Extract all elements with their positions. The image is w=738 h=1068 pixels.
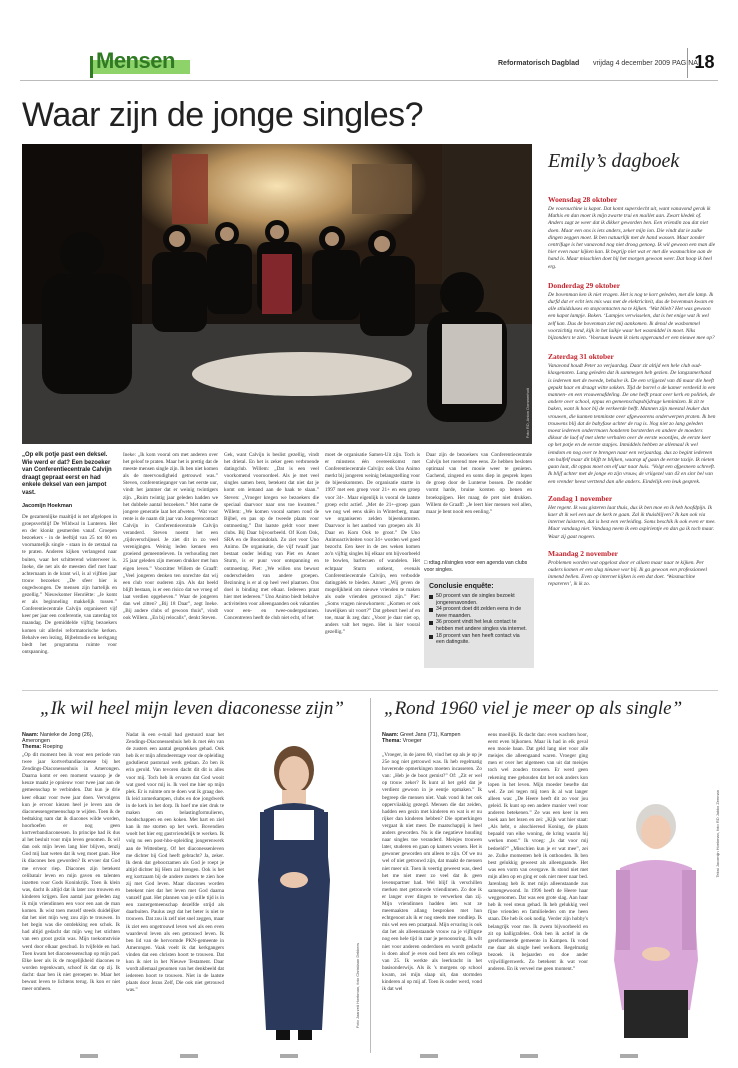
profile-name: Nanieke de Jong (26), Amerongen [22, 732, 94, 744]
profile-quote-right: „Rond 1960 viel je meer op als single” [384, 698, 683, 719]
diary-title: Emily’s dagboek [548, 150, 680, 172]
diary-entry [548, 195, 716, 271]
article-byline: Jacomijn Hoekman [22, 503, 73, 509]
profile-name-line [22, 732, 122, 744]
survey-title: Conclusie enquête: [429, 583, 494, 590]
profile-name-label: Naam: [382, 732, 399, 738]
diary-entry-date: Zondag 1 november [548, 493, 613, 503]
group-photo-illustration [22, 144, 532, 444]
register-mark [280, 1054, 298, 1058]
profile-photo-credit: Tekst Jacomijn Hoekman, foto RD Jakko Zeeman [715, 790, 720, 878]
profile-theme-line [382, 738, 482, 744]
profile-photo-left [230, 730, 358, 1048]
profile-column: „Vroeger, in de jaren 60, vind het op als je op je 25e nog niet getrouwd was. Ik heb regelmatig hoverende opmerkingen moeten incasseren. Zo van: „Heb je de boot gemist?” Of: „Zit er wel op trouw zeker? Ik kunt al het geld dat je verdient gewoon in je eentje opmaken.” Ik begreep die mensen niet. Vaak vond ik het ook opperviiakkig gezegd. Mensen die dat zeiden, hadden een gezin met kinderen en wat is er nu rijker dan kinderen hebben? Die opmerkingen vergaat ik niet meer. De maatschappij is heel anders geworden. Nu is die negatieve houding naar singles toe veranderd. Meisjes trouwen later, studeren en gaan op kamers wonen. Het is gewoner geworden om alleen te zijn. Of we nu wel of niet getrouwd zijn, dat maakt de mensen niet meer uit. Toen ik veertig geweest was, deed het me niet meer zo veel dat ik geen levenspartner had. Wel blijf ik verschillen merken met getrouwde vriendinnen. Zo doe ik er langer over dingen te verwerken dan zij. Mijn vriendinnen hadden iets wat ze meemaakten allang besproken met hun echtgenoot als ik er nog steeds mee rondliep. Ik mis wel een een praatpaal. Mijn ervaring is ook dat het als alleenstaande vrouw na je vijftigste nog een hele tijd in raar je persoonsring. Ik wilt niet voor anderen onderdoen en wordt gedacht is doen alsof je even oud bent als een collega van 25. Ik werkte als leerkracht in het basisonderwijs. Als ik 's morgens op school kwam, zei mijn slaap uit, dan stormden kinderen al op mij af. Toen ik ouder werd, vond ik dat wel [382, 752, 482, 993]
survey-item: 36 procent vindt het leuk contact te hebben met andere singles via internet. [429, 619, 529, 632]
group-photo [22, 144, 532, 444]
link-icon: □ [424, 560, 429, 566]
survey-item: 50 procent van de singles bezoekt jongerenavonden. [429, 593, 529, 606]
profile-photo-credit: Foto Jaarzeit Hoekman, foto Christiaan Dekkers [355, 942, 360, 1028]
survey-item: 34 procent doet dit zelden eens in de twee maanden. [429, 606, 529, 619]
article-column: Gek, want Calvijn is beslist gezellig, vindt het drietal. En het is zeker geen verbroende datingclub. Willem: „Dat is een veel voorkomend vooroordeel. Als je met veel singles samen bent, betekent dat niet dat je komt om iemand aan de haak te slaan.” Steven: „Vroeger kregen we bezoekers die speciaal daarvoor naar ons toe kwamen.” Willem: „We komen vooral samen rond de Bijbel, en pas op de tweede plaats voor ontmoeting.” Dat laatste geldt voor meer clubs. Bij Daar bijvoorbeeld. Of Kom Ook, SRA en de Boorandolah. Zo ziet voor Uno Animo. De organisatie, die vijf twaalf jaar bestaat onder leiding van Piet en Annet Sturm, is er puur voor ontspanning en ontmoeting. Piet: „We willen ons bewust onderscheiden van andere groepen. Bezinning is er al op heel veel plaatsen. Ons doel is binding met elkaar. Iedereen praat hier met iedereen.” Uno Animo biedt behalve activiteiten voor alleengaanden ook vakanties voor een- en twee-oudergezinnen. Concentreren heeft de club niet echt, of het [224, 452, 319, 622]
diary-entry-date: Maandag 2 november [548, 548, 618, 558]
header-rule [20, 80, 718, 81]
publication-name: Reformatorisch Dagblad [498, 60, 580, 67]
diary-entry-date: Donderdag 29 oktober [548, 280, 621, 290]
diary-entry-text: Problemen worden wat opgelost door er allaen maar naar te kijken. Per ouders komen er een slag nieuwe wor bij. Ik ga gewoon een professioneel inmend bellen. Even op internet kijken is een dat doet. ‘Wasmachine repareren’, ik ik zo. [548, 559, 707, 588]
diary-entry-date: Woensdag 28 oktober [548, 195, 618, 204]
register-mark [520, 1054, 538, 1058]
profile-theme-label: Thema: [22, 744, 42, 750]
register-mark [80, 1054, 98, 1058]
section-brand-hook [90, 56, 93, 78]
photo-credit: Foto RD, Anton Dommerholt [525, 387, 530, 438]
profile-column: eens moeilijk. Ik dacht dan: even wachten hoor, eerst even bijkomen. Maar ik had in elk geval een mooie baan. Dat geld lang niet voor alle meisjes die alleengaand waren. Vroeger ging men er over het algemeen van uit dat meisjes toch wel zouden trouwen. Er werd geen rekening mee gehouden dat het ook anders kon lopen in het leven. Mijn moeder besefte dat wel. Ze zei tegen mij toen ik al wat langer alleen was: „De Heere heeft dit zo voor jou geleid. Ik kunt op een andere manier veel voor anderen betekenen.” Ze was een keer in een boek aan het lezen en zei: „Kijk wat hier staat: „Als hebt, o alsschiereud Koning, de plaats bepaald van elke woning, de kring waarin hij werken most.” Ik vroeg: „Is dat voor mij bedoeld?” „Misschien kun je er wat mee”, zei ze. Zulke momenten heb ik onthouden. Ik ben best gelukkig geweest als alleengaande. Het was een vorm van overgave. Ik stond niet met mijn allen op en ging er ook niet meer naar bed. Jarenlang heb ik met mijn alleenstaande zus samengewoond. In 1996 heeft de Heere haar weggenomen. Dat was een grote slag. Aan haar heb ik veel steun gehad. Ik heb gelukkig veel fijne vrienden en familieleden om me heen staan. Die heb ik ook nodig. Verder zijn hobby's belangrijk voor me. Ik zwem bijvoorbeeld en zit op kalligrafeles. Ook ben ik actief in de gereformeerde gemeente in Kampen. Ik vond me daar als single heel welkom. Regelmatig bezoek ik bejaarden en doe ander vrijwilligerswerk. Zo betekent ik wat voor anderen. En ik verveel me geen moment.” [488, 732, 588, 973]
article-column: Ineke: „Ik kom vooral om met anderen over het geloof te praten. Maar het is prettig dat de meeste mensen single zijn. Ik ben niet komen als de meervoudigheid getrouwd was.” Steven, conferentieganger van het eerste uur, vindt het jammer dat er weinig twintigers zijn. „Ruim twintig jaar geleden hadden we het dubbele aantal bezoekers.” Met name de jongere generatie laat het afweten. ‘Wat voor rente is de naam dit jaar van Jongerencontact Calvijn in Conferentiecentrale Calvijn veranderd. Steven noemt het een „tijdsverschijnsel. Je ziet dit in zo veel verenigingen. Weinig leden kennen een groeiend gemeenteleven. In verhouding met 25 jaar geleden zijn mensen drukker met hun eigen leven.” Voorzitter Willem de Graaff: „Veel jongeren denken ten onrechte dat wij een club voor ouderen zijn. Als dat beeld blijft bestaan, is er een risico dat we vroeg of laat verdien opgeheven.” Waar de jongeren dan wel zitten? „Bij 18 Daar”, zegt Ineke. „Bij andere clubs of gewoon thuis”, vindt ook Willem. „En bij relocalls”, denkt Steven. [123, 452, 218, 622]
article-column: Daar zijn de bezoekers van Conferentiecentrale Calvijn het roerend mee eens. Ze hebben besloten optimaal van het mooie weer te genieten. Gachend, zingend en soms diep in gesprek lopen de groep door de Lunterse bossen. De modder vormt harde, bruine korsten op benen en broekspijpen. Het maag de pret niet drukken. Willem de Graaff: „Je leert hier mensen wel allen, maar je bent nooit een eenling.” [426, 452, 532, 515]
profile-theme-label: Thema: [382, 738, 402, 744]
register-mark [420, 1054, 438, 1058]
diary-entry [548, 494, 716, 541]
diary-entry [548, 281, 716, 342]
profile-theme: Roeping [42, 744, 63, 750]
diary-entry [548, 352, 716, 485]
web-link-note[interactable] [424, 560, 534, 573]
section-title: Mensen [96, 48, 175, 73]
profile-photo-right [594, 790, 718, 1048]
profile-quote-left: „Ik wil heel mijn leven diaconesse zijn” [40, 698, 344, 719]
diary-entry-date: Zaterdag 31 oktober [548, 352, 614, 362]
survey-box [424, 578, 534, 668]
register-mark [620, 1054, 638, 1058]
page-number: 18 [687, 48, 721, 78]
profile-name-block [382, 732, 482, 744]
portrait-young-woman [230, 730, 358, 1048]
profile-name: Greet Jans (71), Kampen [399, 732, 461, 738]
page-header [20, 42, 720, 78]
article-column: moet de organisatie Samen-Uit zijn. Toch is er minstens één overeenkomst met Conferentiecentrale Calvijn: ook Uno Animo merkt bij jongeren weinig belangstelling voor de bijeenkomsten. De organisatie startte in 1997 met een groep voor 21+ en een groep voor 34+. Maar eigenlijk is vooral de laatste groep echt actief. „Met de 21+-groep gaan we nog wel eens skiën in Winterberg, maar we organiseren zelden bijeenkomsten. Daarvoor is het aanbod van groepen als Jil Daar en Kom Ook te groot.” De Uno Animoactiviteiten voor 34+ worden wel goed bezocht. Een keer in de zes weken komen zo'n vijftig singles bij elkaar om bijvoorbeeld te bowlen, barbecuen of wandelen. Het echtpaar Sturm ontkent, evenals Conferentiecentrale Calvijn, een verbodde datingplek te bieden. Annet: „Wij geven de mogelijkheid om nieuwe vrienden te maken als oude vrienden getrouwd zijn.” Piet: „Soms vragen nieuwkomers: „Komen er ook luwelijken uit voort?” Dat gebeurt heel af en toe, maar ik zeg dan: „Voorr je daar niet op, anders valt het tegen. Het is hier vooral gezellig.” [325, 452, 420, 636]
page-headline: Waar zijn de jonge singles? [22, 96, 424, 134]
portrait-older-woman [594, 790, 718, 1048]
section-divider [22, 690, 718, 691]
profile-column: „Op dit moment ben ik voor een periode van twee jaar kortverbandiaconesse bij het Zendings-Diaconessenhuis in Amerongen. Daarna komt er een moment waarop je de keuze maakt je opnieuw voor twee jaar aan de gemeenschap te verbinden. Dat kun je drie keer elkaar voor twee jaar doen. Vervolgens kun je ervoor kiezen heel je leven aan de diaconessengemeenschap te wijden. Toen ik de bedtaking nam dat ik diacones wilde worden, hoorhoefen er nog geen kortverbandiaconessen. In principe had ik dus al het besluit voor mijn leven genomen. Ik wil dan ook mijn leven lang hier blijven, tenzij God mij laat weten dat ik weg moet gaan. Hoe ik diacones ben geworden? Ik ervoer dat God me ervoor riep. Diacones zijn betekent celibatair leven en mijn gaven en talenten inzetten voor Gods Koninkrijk. Toen ik klein was, dacht ik altijd dat ik later zou trouwen en kinderen krijgen. Een aantal jaar geleden zag ik mijn vriendinnen een voor een aan de man komen. Ik wist toen mezelf steeds duidelijker dat het niet mijn weg zou zijn te trouwen. In het begin was die ontdekking een schok. Ik had altijd gedacht dat mijn weg het stichten van een groot gezin was. Mijn toekomstvisie werd door elkaar geschud. In tvijfelde en had. Toen kwam het diaconessenschap op mijn pad. Elke keer als ik de mogelijkheid diacones te worden tegenkwam, schoof ik dat op zij. Ik dacht: daar ben ik niet geroepen te. Maar het bewust leven te lichtens terug. Ik kon er niet meer omheen. [22, 752, 120, 993]
profile-name-block [22, 732, 122, 750]
web-link-text: rdtag.nl/singles voor een agenda van clubs voor singles. [424, 560, 528, 573]
diary-entry-text: Het regent. Ik was gisteren laat thuis, dus ik ben moe en ik heb hoofdpijn. Ik kaer dt ik wel een uur de kerk te gaan. Zal ik thuisblijven? Ik kan ook via internet luisteren, dat is best een verleiding. Soms beschik ik ook even er mee. Maar vandaag niet. Vandaag neem ik een aspirientje en dan ga ik toch maar. Waar zij gaat nogeen. [548, 504, 716, 540]
diary-entry-text: Vanavond houdt Peter zo verjaardag. Daar zit altijd een hele club oud-klasgenoten. Lang geleden dat ik sammegen heb gezien. De langzamerhand is iedereen met de tweede, behalve ik. De een vrijgezel van 46 maar die heeft gepakt haar en draagt witte sokken. Tijd de borrel o de kamer verdeeld in een mannen- en een vrouwenafdeling. De one helft praat over kerk en politiek, de andere over school, eppus en gemeenschapsbijdrage kemimizen. Ik zit te baken, want ik hoor bij de verkeerde helft. Mannen zijn meestal leuker dan vrouwen, die kunnen tenminste over afgewoorens onderwerpen praten. Ik ben trouwens blij dat de babyfase achter de rug is. Nog niet zo lang geleden moest iedereen onderrmaen honderen borsterden en andere de moeders dikour de luof of met slette verhalen over de eerste woordjes, de eerste keer op het potje en de eerste stapjes. Inmiddels hebben ze allemaal ik wel iemdom en nog over te brengen naar een verjaardag. dus zo begint iedereen om halfelf maar dit blijft te blijken, waarop uf gaan de eerste taxije. Ik nieten gaan laat, dit oppas moet om elf uur naar huis. ‘Volgt een afgesneen schreeft. Ik blijf achter met de jonge en zijn vrouw, de vriigezel van 43 en sinr bel van een vrender heest verttend dan alle anders. Eindelijk een leuk gesprek. [548, 363, 716, 485]
article-intro [22, 452, 117, 682]
profile-divider [370, 698, 371, 1053]
issue-date: vrijdag 4 december 2009 PAGINA [593, 60, 698, 67]
survey-item: 18 procent van hen heeft contact via een datingsite. [429, 633, 529, 646]
diary-entry-text: De bovenman ken ik niet vragen. Het is nog te kort geleden, met die lamp. Ik durfd dat er echt iets mis was met de elektriciteit, dus de bovenman kwam en alle stluidsluses en stopcontacten na te kijken. ‘Wat blieb? Het was gewoon een kapot lampje. Boken. ‘Lampjes verwisselen, dat is het enige wat ik wel zelf kan. Dus de bovenman ziet mij aankomen. Ik denal de wasbommel voorzichtig rond, kijk in het luikje waar het wasmiddel in moet. Niks bijzonders te zien. ‘Vooruun kwam ik niets opgeraund er een nieuwe mee op? [548, 291, 715, 342]
profile-theme-line [22, 744, 122, 750]
profile-theme: Vroeger [402, 738, 422, 744]
article-column: De gezamenlijke maaltijd is net afgelopen in groepsverblijf De Wildwal in Lunteren. Het en der klonkt gesmerden vanaf. Groepen bezoekers - in de leeftijd van 25 tot 60 en voornamelijk single - staan in de zetstaal na te praten. Anderen kijken verlangend naar buiten, waar het schitterend winterweer is. Ineke, die net als de meesten dief met haar achternaam in de krant wil, is al vijftien jaar trouw bezoeker. „De sfeer hier is ongedwongen. De mensen zijn hartelijk en gezellig.” Nieuwkomer Henriëtte: „Je komt er als beginneling makkelijk tussen.” Conferentiecentrale Calvijn organiseert vijf keer per jaar een conferentie, van zaterdag tot maandag. De gemiddelde vijftig bezoekers komen uit allerlei reformatorische kerken. Behalve een lezing, Bijbelstudie en kerkgang biedt het programma ruimte voor ontspanning. [22, 514, 117, 655]
profile-column: Nadat ik een e-mail had gestuurd naar het Zendings-Diaconessenhuis heb ik met één van de zusters een aantal gesprekken gehad. Ook heb ik er mijn afstudeerstage voor de opleiding godsdienst pastoraal werk gedaan. Zo ben ik erin gerold. Van tevoren dacht dit dit is alles voor mij. Toch heb ik ervaren dat God wooit wat goed voor mij is. Ik voel me hier op mijn plek. Er is ruimte om te doen wat ik graag doe. Ik leid zomerkampen, clubs en doe jongdwerk in de kerk in het dorp. Ik hoef me niet druk te maken om belastingformulieren, boodschappen en een koken. Met hart en ziel kan ik me storten op het werk. Bovendien woelt het hier erg gastvriendelijk te werken. Ik volg nu een post-hbo-opleiding jongerenwerk aan de Wittenberg. Of het diaconessenleven me dichter bij God heeft gebracht? Ja, zeker. Ik denk dat geboorzamen als God je roept je altijd dichter bij Hem zal brengen. Ook is het erg kortzaam bij de andere zusters te zien hoe zij met God leven. Maar diacones worden betekent niet dat het leven met God daarna vanzelf gaat. Het plannen van je stille tijd is in een zustergemeenschap dezelfde strijd als daarbuiten. Paulus zegt dat het beter is niet te trouwen. Dat zou ik zelf niet snel zeggen, maar ik ziet een ongetrouwd leven wel als een even waardevol leven als een getrouwd leven. Ik ben lid van de hervormde PKN-gemeente in Amerongen. Vaak voelt ik dat kerkgangers vinden dat een christen hoort te trouwen. Dat kon ik niet in het Nieuwe Testament. Daar wordt allemaal genomen van het denkbeeld dat iedereen hoort te trouwen. Niet in de laatste plaats door Jezus Zelf, Die ook niet getrouwd was.” [126, 732, 224, 994]
diary-column [548, 150, 716, 698]
register-mark [180, 1054, 198, 1058]
diary-entry [548, 549, 716, 589]
profile-name-label: Naam: [22, 732, 39, 738]
diary-entry-text: De voorouchine is kapot. Dat komt superslecht uit, want vanavond gerak ik Mathis en dan moet ik mijn zwarte trui en maillet aan. Zwart kledek of. Anders zagt ze weer dat ik dikker geworden ben. Een vriendin zou dat niet doen. Maar een ons is iets anders, zeker mijn ion. Die vindt dat ie zulke dingen zeggen moet. Ik ben natuurlijk met de hand wassen. Maar zonder centrifuge is het vanavond nog niet droog genoeg. Ik wil gewoon een man die hier even naar kijken kan. Ik begrijp niet wat er met die wasmachine aan de hand is. Maar misschien doet hij het morgen gewoon weer. Dat hoop ik heel erg. [548, 206, 716, 270]
section-brand [90, 48, 190, 78]
article-lead: „Op elk potje past een deksel. Wie werd er dat? Een bezoeker van Conferentiecentrale Calvijn draagt gepraat eerst en had enkele deksel van een jampot vast. [22, 452, 112, 496]
